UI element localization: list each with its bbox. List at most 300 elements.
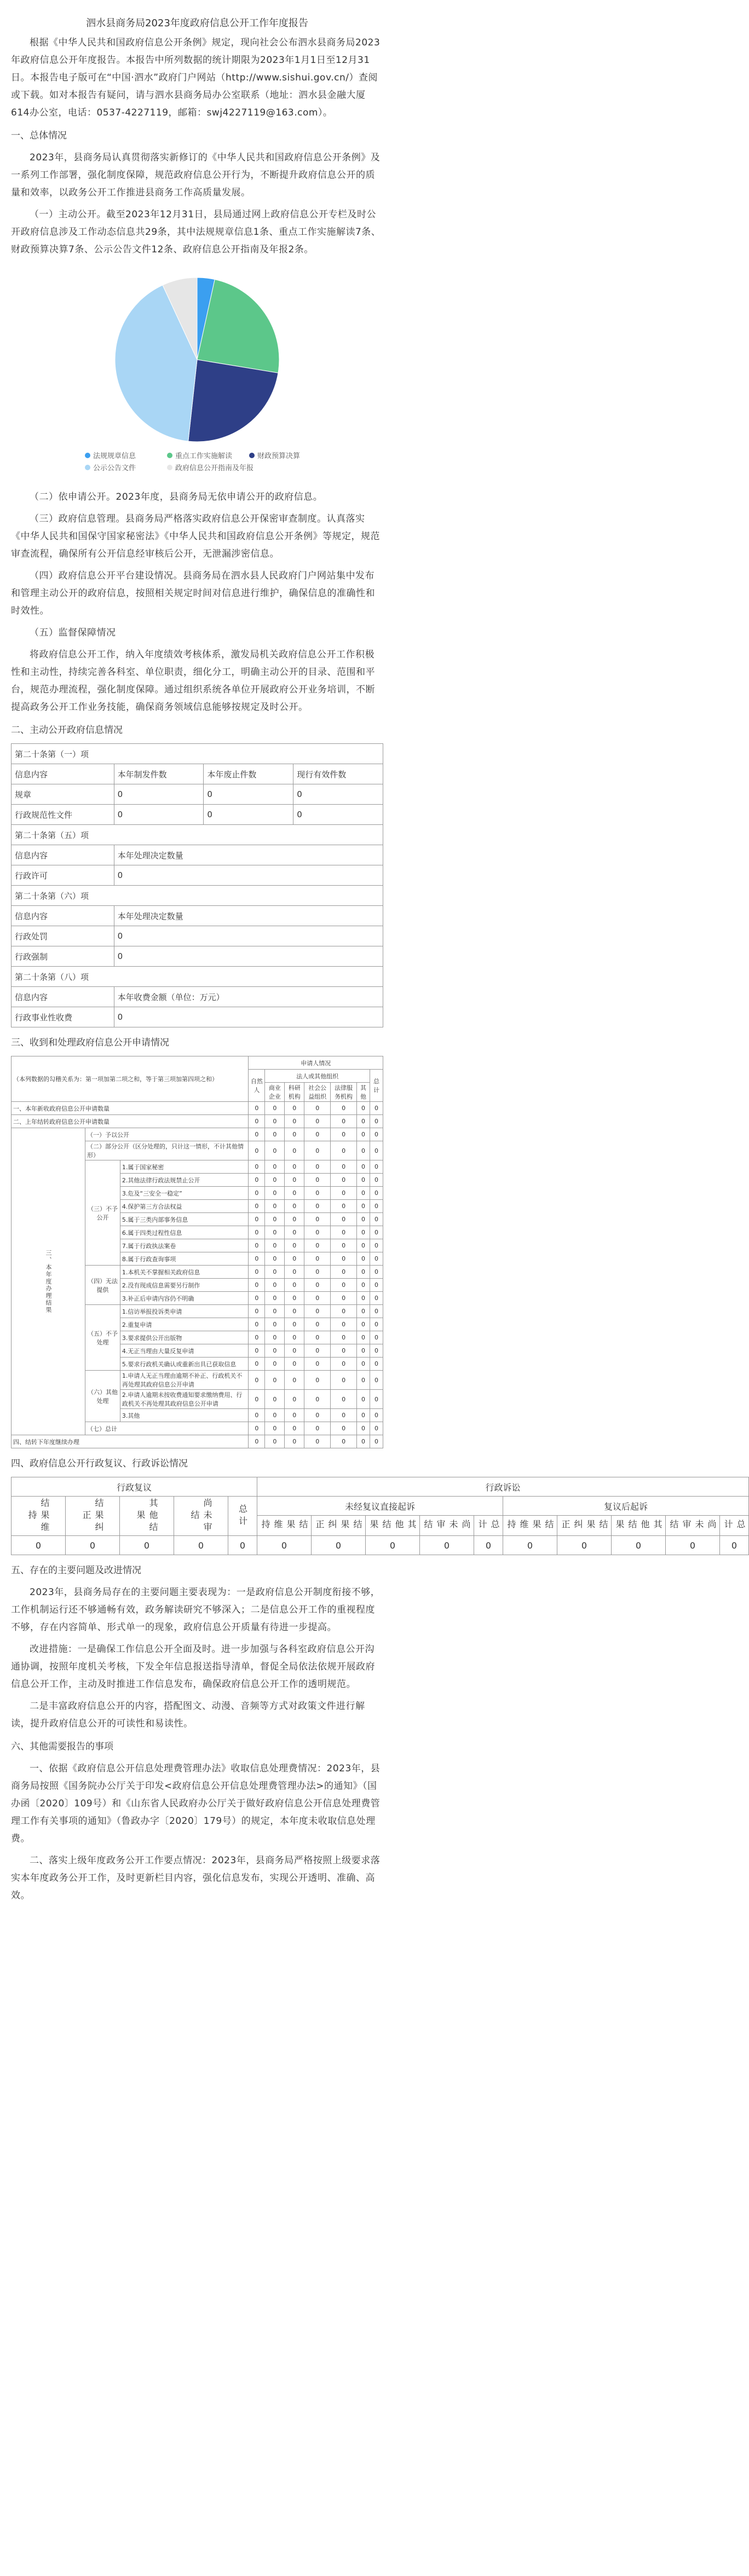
table-cell: 0 [357, 1141, 370, 1160]
table-cell: 行政事业性收费 [11, 1007, 114, 1027]
table-cell: 0 [249, 1358, 265, 1371]
table-cell: 0 [370, 1102, 383, 1115]
table-cell: 0 [357, 1409, 370, 1422]
table-cell: 0 [331, 1371, 357, 1390]
table-section-label: 第二十条第（五）项 [11, 825, 383, 845]
row-label: 2.其他法律行政法规禁止公开 [120, 1174, 249, 1187]
table-cell: 0 [114, 805, 204, 825]
row-label: 1.申请人无正当理由逾期不补正、行政机关不再处理其政府信息公开申请 [120, 1371, 249, 1390]
table-section-label: 第二十条第（一）项 [11, 744, 383, 764]
table-cell: 0 [285, 1213, 304, 1226]
table-cell: 0 [357, 1305, 370, 1318]
table-cell: 0 [265, 1239, 285, 1252]
s1-paragraph-2: （一）主动公开。截至2023年12月31日，县局通过网上政府信息公开专栏及时公开政府信息涉及工作动态信息共29条，其中法规规章信息1条、重点工作实施解读7条、财政预算决算7条、公示公告文件12条、政府信息公开指南及年报2条。 [11, 209, 381, 255]
pie-chart [11, 264, 383, 477]
table-cell: 0 [265, 1128, 285, 1141]
table-cell: 0 [370, 1266, 383, 1279]
col-header: 科研机构 [285, 1083, 304, 1102]
table-cell: 0 [265, 1252, 285, 1266]
table-cell: 0 [370, 1200, 383, 1213]
table-cell: 0 [249, 1213, 265, 1226]
col-header: 社会公益组织 [304, 1083, 331, 1102]
row-label: 一、本年新收政府信息公开申请数量 [11, 1102, 249, 1115]
legend-label-1: 重点工作实施解读 [175, 452, 233, 460]
table-cell: 0 [304, 1160, 331, 1174]
table-cell: 0 [285, 1115, 304, 1128]
legend-marker-3 [85, 465, 90, 470]
table-cell: 0 [249, 1266, 265, 1279]
table-cell: 0 [114, 926, 383, 946]
table-cell: 0 [331, 1358, 357, 1371]
table-cell: 0 [249, 1115, 265, 1128]
table-cell: 0 [304, 1435, 331, 1448]
col-header: 信息内容 [11, 764, 114, 784]
table-cell: 0 [120, 1536, 174, 1555]
table-cell: 0 [249, 1252, 265, 1266]
row-label: 二、上年结转政府信息公开申请数量 [11, 1115, 249, 1128]
table-cell: 0 [265, 1344, 285, 1358]
table-cell: 0 [249, 1305, 265, 1318]
table-cell: 0 [249, 1187, 265, 1200]
table-cell: 行政处罚 [11, 926, 114, 946]
col-header: 总计 [474, 1516, 503, 1536]
col-header: 未经复议直接起诉 [257, 1497, 503, 1516]
table-cell: 0 [285, 1266, 304, 1279]
section-1-heading: 一、总体情况 [11, 130, 67, 141]
table-cell: 0 [285, 1358, 304, 1371]
row-label: 1.本机关不掌握相关政府信息 [120, 1266, 249, 1279]
table-cell: 0 [370, 1435, 383, 1448]
table-cell: 0 [304, 1422, 331, 1435]
table-cell: 0 [265, 1292, 285, 1305]
row-label: 2.没有现成信息需要另行制作 [120, 1279, 249, 1292]
table-cell: 0 [331, 1174, 357, 1187]
table-cell: 0 [11, 1536, 66, 1555]
table-cell: 0 [304, 1200, 331, 1213]
table-cell: 0 [331, 1344, 357, 1358]
table-cell: 0 [370, 1279, 383, 1292]
table-cell: 0 [370, 1371, 383, 1390]
row-label: 4.保护第三方合法权益 [120, 1200, 249, 1213]
table-cell: 0 [249, 1371, 265, 1390]
table-section-label: 第二十条第（八）项 [11, 967, 383, 987]
col-header: 行政复议 [11, 1477, 257, 1497]
s1-paragraph-5: （四）政府信息公开平台建设情况。县商务局在泗水县人民政府门户网站集中发布和管理主动公开的政府信息，按照相关规定时间对信息进行维护，确保信息的准确性和时效性。 [11, 570, 375, 616]
table-cell: 0 [265, 1331, 285, 1344]
table-cell: 0 [265, 1409, 285, 1422]
table-cell: 0 [285, 1422, 304, 1435]
table-cell: 0 [357, 1318, 370, 1331]
s5-paragraph-1: 2023年，县商务局存在的主要问题主要表现为：一是政府信息公开制度衔接不够，工作机制运行还不够通畅有效，政务解读研究不够深入；二是信息公开工作的重视程度不够，存在内容简单、形式单一的现象，政府信息公开质量有待进一步提高。 [11, 1587, 381, 1633]
table-cell: 0 [249, 1239, 265, 1252]
col-header: 行政诉讼 [257, 1477, 749, 1497]
table-cell: 0 [265, 1305, 285, 1318]
table-cell: 0 [304, 1358, 331, 1371]
col-header: 结果维持 [503, 1516, 557, 1536]
row-label: 5.属于三类内部事务信息 [120, 1213, 249, 1226]
table-cell: 0 [249, 1331, 265, 1344]
table-cell: 0 [357, 1226, 370, 1239]
table-cell: 0 [265, 1102, 285, 1115]
table-cell: 0 [370, 1422, 383, 1435]
table-cell: 0 [257, 1536, 312, 1555]
table-cell: 0 [503, 1536, 557, 1555]
row-label: 1.属于国家秘密 [120, 1160, 249, 1174]
table-cell: 0 [304, 1226, 331, 1239]
col-header: 其他结果 [120, 1497, 174, 1536]
table-cell: 0 [331, 1252, 357, 1266]
table-cell: 0 [370, 1358, 383, 1371]
col-header: 信息内容 [11, 845, 114, 865]
group-label: （五）不予处理 [85, 1305, 120, 1371]
table-cell: 0 [204, 805, 293, 825]
table-cell: 0 [304, 1141, 331, 1160]
table-cell: 0 [370, 1409, 383, 1422]
table-cell: 0 [357, 1292, 370, 1305]
table-cell: 0 [249, 1102, 265, 1115]
table-cell: 0 [370, 1141, 383, 1160]
table-cell: 0 [293, 805, 383, 825]
intro-paragraph: 根据《中华人民共和国政府信息公开条例》规定，现向社会公布泗水县商务局2023年政府信息公开年度报告。本报告中所列数据的统计期限为2023年1月1日至12月31日。本报告电子版可在“中国·泗水”政府门户网站（http://www.sishui.gov.cn/）查阅或下载。如对本报告有疑问，请与泗水县商务局办公室联系（地址：泗水县金融大厦614办公室，电话：0537-4227119，邮箱：swj4227119@163.com）。 [11, 37, 381, 118]
table-cell: 0 [357, 1331, 370, 1344]
table-cell: 0 [249, 1279, 265, 1292]
row-label: 3.要求提供公开出版物 [120, 1331, 249, 1344]
col-header: 结果纠正 [66, 1497, 120, 1536]
col-header: 本年处理决定数量 [114, 906, 383, 926]
table-cell: 0 [114, 784, 204, 805]
table-cell: 0 [304, 1390, 331, 1409]
table-cell: 0 [370, 1292, 383, 1305]
table-cell: 0 [370, 1239, 383, 1252]
table-cell: 0 [66, 1536, 120, 1555]
table-cell: 0 [285, 1435, 304, 1448]
table-cell: 0 [474, 1536, 503, 1555]
table-cell: 0 [370, 1252, 383, 1266]
table-cell: 0 [285, 1128, 304, 1141]
table-cell: 0 [285, 1305, 304, 1318]
table-cell: 0 [666, 1536, 720, 1555]
group-label: 三、本年度办理结果 [11, 1128, 85, 1435]
row-label: 3.补正后申请内容仍不明确 [120, 1292, 249, 1305]
legend-label-3: 公示公告文件 [93, 464, 136, 472]
table-cell: 0 [357, 1435, 370, 1448]
row-label: 四、结转下年度继续办理 [11, 1435, 249, 1448]
table-cell: 0 [331, 1409, 357, 1422]
table-cell: 0 [249, 1128, 265, 1141]
table-cell: 0 [357, 1102, 370, 1115]
legend-label-0: 法规规章信息 [93, 452, 136, 460]
table-cell: 0 [557, 1536, 612, 1555]
legend-marker-1 [167, 453, 172, 458]
col-header: 其他结果 [612, 1516, 666, 1536]
group-label: （三）不予公开 [85, 1160, 120, 1266]
table-cell: 0 [265, 1318, 285, 1331]
application-table [11, 1056, 383, 1448]
col-header: 法人或其他组织 [265, 1070, 370, 1083]
table-cell: 0 [293, 784, 383, 805]
table-cell: 规章 [11, 784, 114, 805]
col-header: 结果维持 [257, 1516, 312, 1536]
table-cell: 0 [331, 1318, 357, 1331]
table-cell: 0 [249, 1141, 265, 1160]
table-cell: 0 [249, 1422, 265, 1435]
table-cell: 0 [370, 1115, 383, 1128]
review-litigation-table [11, 1477, 749, 1555]
table-cell: 0 [265, 1115, 285, 1128]
col-header: 本年收费金额（单位：万元） [114, 987, 383, 1007]
table-cell: 0 [304, 1174, 331, 1187]
table-cell: 0 [285, 1279, 304, 1292]
legend-marker-2 [249, 453, 255, 458]
table-cell: 0 [357, 1279, 370, 1292]
table-cell: 0 [304, 1279, 331, 1292]
table-cell: 0 [304, 1305, 331, 1318]
table-cell: 0 [304, 1371, 331, 1390]
col-header: 结果维持 [11, 1497, 66, 1536]
table-cell: 0 [331, 1239, 357, 1252]
table-cell: 0 [357, 1252, 370, 1266]
row-label: （一）予以公开 [85, 1128, 249, 1141]
table-cell: 0 [204, 784, 293, 805]
col-header: 总计 [228, 1497, 257, 1536]
table-cell: 0 [370, 1213, 383, 1226]
col-header: 现行有效件数 [293, 764, 383, 784]
table-cell: 0 [420, 1536, 474, 1555]
table-cell: 0 [304, 1239, 331, 1252]
row-label: 2.申请人逾期未按收费通知要求缴纳费用、行政机关不再处理其政府信息公开申请 [120, 1390, 249, 1409]
table-cell: 0 [357, 1390, 370, 1409]
col-header: 尚未审结 [420, 1516, 474, 1536]
col-header: 自然人 [249, 1070, 265, 1102]
table-cell: 0 [285, 1200, 304, 1213]
corner-note: （本列数据的勾稽关系为：第一项加第二项之和，等于第三项加第四项之和） [11, 1056, 249, 1102]
table-cell: 0 [370, 1174, 383, 1187]
col-header: 本年处理决定数量 [114, 845, 383, 865]
table-cell: 0 [357, 1187, 370, 1200]
table-cell: 0 [370, 1128, 383, 1141]
table-cell: 行政规范性文件 [11, 805, 114, 825]
table-cell: 0 [331, 1422, 357, 1435]
table-cell: 0 [249, 1174, 265, 1187]
col-header: 信息内容 [11, 987, 114, 1007]
table-section-label: 第二十条第（六）项 [11, 886, 383, 906]
table-cell: 0 [357, 1344, 370, 1358]
s6-paragraph-1: 一、依据《政府信息公开信息处理费管理办法》收取信息处理费情况：2023年，县商务局按照《国务院办公厅关于印发<政府信息公开信息处理费管理办法>的通知》（国办函〔2020〕109号）和《山东省人民政府办公厅关于做好政府信息公开信息处理费管理工作有关事项的通知》（鲁政办字〔2020〕179号）的规定，本年度未收取信息处理费。 [11, 1763, 381, 1844]
col-header: 商业企业 [265, 1083, 285, 1102]
table-cell: 0 [265, 1422, 285, 1435]
col-header: 本年制发件数 [114, 764, 204, 784]
table-cell: 0 [249, 1390, 265, 1409]
col-header: 申请人情况 [249, 1056, 383, 1070]
table-cell: 0 [331, 1200, 357, 1213]
table-cell: 0 [304, 1252, 331, 1266]
table-cell: 0 [285, 1390, 304, 1409]
table-cell: 0 [331, 1305, 357, 1318]
table-cell: 0 [265, 1200, 285, 1213]
table-cell: 0 [285, 1160, 304, 1174]
section-5-heading: 五、存在的主要问题及改进情况 [11, 1565, 141, 1576]
table-cell: 0 [285, 1102, 304, 1115]
section-2-heading: 二、主动公开政府信息情况 [11, 725, 123, 736]
table-cell: 0 [265, 1141, 285, 1160]
table-cell: 0 [357, 1266, 370, 1279]
pie-chart-svg [11, 264, 383, 477]
table-cell: 行政许可 [11, 865, 114, 886]
legend-marker-0 [85, 453, 90, 458]
table-cell: 0 [114, 1007, 383, 1027]
s5-paragraph-2: 改进措施：一是确保工作信息公开全面及时。进一步加强与各科室政府信息公开沟通协调，按照年度机关考核，下发全年信息报送指导清单，督促全局依法依规开展政府信息公开工作，主动及时推进工作信息发布，确保政府信息公开工作的透明规范。 [11, 1644, 375, 1690]
table-cell: 0 [285, 1292, 304, 1305]
col-header: 尚未审结 [666, 1516, 720, 1536]
table-cell: 0 [357, 1174, 370, 1187]
table-cell: 0 [114, 865, 383, 886]
table-cell: 0 [331, 1331, 357, 1344]
table-cell: 0 [249, 1226, 265, 1239]
table-cell: 0 [331, 1102, 357, 1115]
row-label: 8.属于行政查询事项 [120, 1252, 249, 1266]
table-cell: 0 [331, 1160, 357, 1174]
table-cell: 0 [249, 1318, 265, 1331]
table-cell: 0 [331, 1226, 357, 1239]
pie-slice-2 [188, 360, 278, 442]
table-cell: 0 [331, 1213, 357, 1226]
table-cell: 0 [285, 1331, 304, 1344]
table-cell: 0 [357, 1358, 370, 1371]
table-cell: 0 [285, 1318, 304, 1331]
section-4-heading: 四、政府信息公开行政复议、行政诉讼情况 [11, 1458, 188, 1469]
col-header: 总计 [370, 1070, 383, 1102]
table-cell: 0 [304, 1318, 331, 1331]
legend-marker-4 [167, 465, 172, 470]
col-header: 尚未审结 [174, 1497, 228, 1536]
table-cell: 0 [285, 1174, 304, 1187]
table-cell: 0 [312, 1536, 366, 1555]
table-cell: 0 [370, 1160, 383, 1174]
table-cell: 行政强制 [11, 946, 114, 967]
row-label: 7.属于行政执法案卷 [120, 1239, 249, 1252]
table-cell: 0 [285, 1344, 304, 1358]
table-cell: 0 [249, 1409, 265, 1422]
legend-label-2: 财政预算决算 [257, 452, 301, 460]
s1-paragraph-4: （三）政府信息管理。县商务局严格落实政府信息公开保密审查制度。认真落实《中华人民共和国保守国家秘密法》《中华人民共和国政府信息公开条例》等规定，规范审查流程，确保所有公开信息经审核后公开，无泄漏涉密信息。 [11, 513, 380, 559]
s1-paragraph-7: 将政府信息公开工作，纳入年度绩效考核体系，激发局机关政府信息公开工作积极性和主动性，持续完善各科室、单位职责，细化分工，明确主动公开的目录、范围和平台，规范办理流程，强化制度保障。通过组织系统各单位开展政府公开业务培训，不断提高政务公开工作业务技能，确保商务领域信息能够按规定及时公开。 [11, 649, 375, 713]
s1-paragraph-6: （五）监督保障情况 [30, 627, 116, 638]
table-cell: 0 [366, 1536, 420, 1555]
table-cell: 0 [285, 1239, 304, 1252]
table-cell: 0 [357, 1422, 370, 1435]
table-cell: 0 [265, 1213, 285, 1226]
group-label: （四）无法提供 [85, 1266, 120, 1305]
table-cell: 0 [357, 1160, 370, 1174]
table-cell: 0 [357, 1115, 370, 1128]
table-cell: 0 [265, 1160, 285, 1174]
table-cell: 0 [304, 1409, 331, 1422]
table-cell: 0 [357, 1200, 370, 1213]
section-3-heading: 三、收到和处理政府信息公开申请情况 [11, 1037, 169, 1048]
table-cell: 0 [285, 1141, 304, 1160]
row-label: 4.无正当理由大量反复申请 [120, 1344, 249, 1358]
table-cell: 0 [370, 1344, 383, 1358]
row-label: 3.危及“三安全一稳定” [120, 1187, 249, 1200]
table-cell: 0 [174, 1536, 228, 1555]
table-cell: 0 [304, 1115, 331, 1128]
table-cell: 0 [331, 1141, 357, 1160]
table-cell: 0 [265, 1226, 285, 1239]
table-cell: 0 [265, 1390, 285, 1409]
legend-label-4: 政府信息公开指南及年报 [175, 464, 254, 472]
col-header: 结果纠正 [312, 1516, 366, 1536]
col-header: 信息内容 [11, 906, 114, 926]
group-label: （六）其他处理 [85, 1371, 120, 1422]
table-cell: 0 [265, 1371, 285, 1390]
table-cell: 0 [265, 1279, 285, 1292]
table-cell: 0 [304, 1102, 331, 1115]
table-cell: 0 [114, 946, 383, 967]
report-title: 泗水县商务局2023年度政府信息公开工作年度报告 [86, 18, 308, 29]
table-cell: 0 [331, 1128, 357, 1141]
table-cell: 0 [285, 1371, 304, 1390]
col-header: 其他 [357, 1083, 370, 1102]
table-cell: 0 [265, 1187, 285, 1200]
table-cell: 0 [249, 1344, 265, 1358]
col-header: 本年废止件数 [204, 764, 293, 784]
s1-paragraph-3: （二）依申请公开。2023年度，县商务局无依申请公开的政府信息。 [30, 492, 323, 503]
section-6-heading: 六、其他需要报告的事项 [11, 1741, 113, 1752]
row-label: 2.重复申请 [120, 1318, 249, 1331]
table-cell: 0 [285, 1409, 304, 1422]
table-cell: 0 [304, 1344, 331, 1358]
table-cell: 0 [612, 1536, 666, 1555]
col-header: 其他结果 [366, 1516, 420, 1536]
table-cell: 0 [331, 1390, 357, 1409]
row-label: 6.属于四类过程性信息 [120, 1226, 249, 1239]
table-cell: 0 [304, 1266, 331, 1279]
table-cell: 0 [285, 1252, 304, 1266]
table-cell: 0 [331, 1435, 357, 1448]
table-cell: 0 [370, 1318, 383, 1331]
table-cell: 0 [265, 1435, 285, 1448]
table-cell: 0 [228, 1536, 257, 1555]
table-cell: 0 [285, 1226, 304, 1239]
table-cell: 0 [357, 1239, 370, 1252]
table-cell: 0 [357, 1213, 370, 1226]
col-header: 法律服务机构 [331, 1083, 357, 1102]
table-cell: 0 [370, 1187, 383, 1200]
table-cell: 0 [370, 1331, 383, 1344]
row-label: 3.其他 [120, 1409, 249, 1422]
table-cell: 0 [331, 1115, 357, 1128]
table-cell: 0 [331, 1266, 357, 1279]
col-header: 复议后起诉 [503, 1497, 749, 1516]
table-cell: 0 [304, 1187, 331, 1200]
table-cell: 0 [331, 1292, 357, 1305]
table-cell: 0 [357, 1128, 370, 1141]
table-cell: 0 [304, 1213, 331, 1226]
s5-paragraph-3: 二是丰富政府信息公开的内容，搭配图文、动漫、音频等方式对政策文件进行解读，提升政府信息公开的可读性和易读性。 [11, 1701, 365, 1729]
active-disclosure-table [11, 743, 383, 1027]
table-cell: 0 [265, 1358, 285, 1371]
row-label: （七）总计 [85, 1422, 249, 1435]
table-cell: 0 [265, 1174, 285, 1187]
table-cell: 0 [720, 1536, 749, 1555]
s6-paragraph-2: 二、落实上级年度政务公开工作要点情况：2023年，县商务局严格按照上级要求落实本年度政务公开工作，及时更新栏目内容，强化信息发布，实现公开透明、准确、高效。 [11, 1855, 381, 1901]
table-cell: 0 [249, 1435, 265, 1448]
col-header: 总计 [720, 1516, 749, 1536]
table-cell: 0 [357, 1371, 370, 1390]
table-cell: 0 [331, 1187, 357, 1200]
col-header: 结果纠正 [557, 1516, 612, 1536]
table-cell: 0 [285, 1187, 304, 1200]
